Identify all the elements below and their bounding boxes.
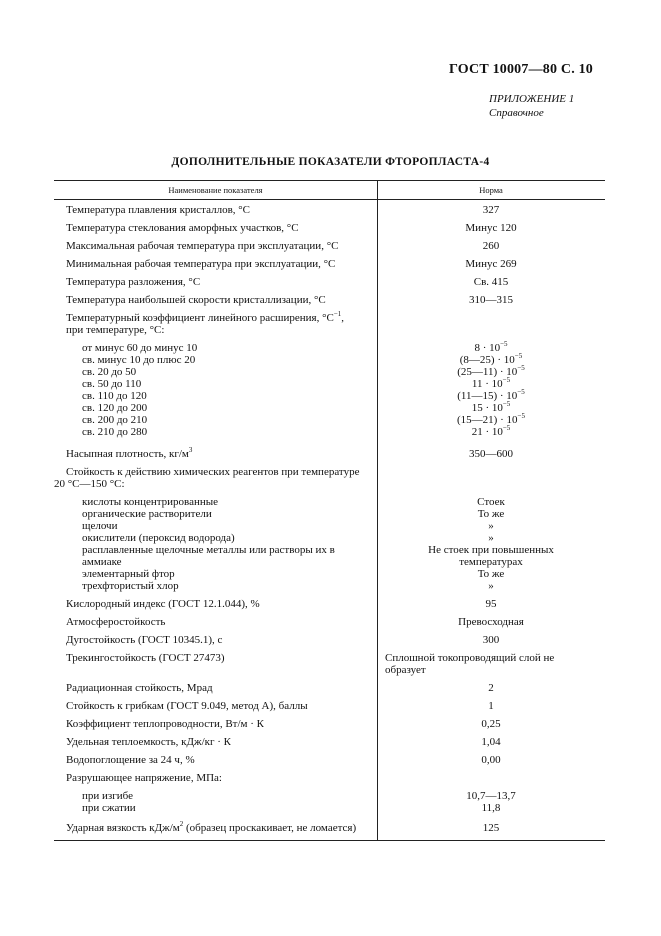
table-header-rule <box>54 199 605 200</box>
appendix-block <box>489 92 574 120</box>
sub-row-value <box>377 402 605 414</box>
row-value: Св. 415 <box>473 276 509 288</box>
sub-row-name: при изгибе <box>82 790 133 802</box>
row-name: Температура плавления кристаллов, °С <box>66 204 251 216</box>
sub-row-name: расплавленные щелочные металлы или растворы их в <box>82 544 335 556</box>
value-mantissa: 21 · 10 <box>471 426 503 438</box>
value-exponent: −5 <box>502 376 511 384</box>
row-value: 2 <box>488 682 494 694</box>
sub-row-name-continuation: аммиаке <box>82 556 122 568</box>
table-top-rule <box>54 180 605 181</box>
row-name: Температура наибольшей скорости кристаллизации, °С <box>66 294 326 306</box>
value-exponent: −5 <box>502 400 511 408</box>
row-value-continuation: образует <box>385 664 426 676</box>
row-name: Кислородный индекс (ГОСТ 12.1.044), % <box>66 598 260 610</box>
row-value: 0,25 <box>481 718 501 730</box>
row-name-part: , <box>341 312 345 324</box>
column-header-value: Норма <box>479 185 503 195</box>
row-name-part: Насыпная плотность, кг/м <box>66 448 189 460</box>
row-name: Атмосферостойкость <box>66 616 166 628</box>
row-value: 350—600 <box>469 448 513 460</box>
sub-row-value: 11,8 <box>481 802 501 814</box>
row-value: 1 <box>488 700 494 712</box>
row-name: Трекингостойкость (ГОСТ 27473) <box>66 652 225 664</box>
row-value: 310—315 <box>469 294 513 306</box>
row-name: Удельная теплоемкость, кДж/кг · К <box>66 736 231 748</box>
sub-row-name: св. 110 до 120 <box>82 390 147 402</box>
sub-row-value: » <box>488 532 494 544</box>
row-value: Сплошной токопроводящий слой не <box>385 652 555 664</box>
value-mantissa: 11 · 10 <box>471 378 503 390</box>
sub-row-value <box>377 390 605 402</box>
appendix-note: Справочное <box>489 107 544 119</box>
value-exponent: −5 <box>500 340 508 348</box>
sub-row-value-continuation: температурах <box>459 556 523 568</box>
sub-row-name: от минус 60 до минус 10 <box>82 342 198 354</box>
value-mantissa: (8—25) · 10 <box>459 354 515 366</box>
value-mantissa: 15 · 10 <box>471 402 503 414</box>
unit-exponent: 2 <box>179 820 184 828</box>
sub-row-value <box>377 414 605 426</box>
sub-row-name: св. минус 10 до плюс 20 <box>82 354 196 366</box>
value-mantissa: (25—11) · 10 <box>457 366 518 378</box>
row-value: 327 <box>482 204 500 216</box>
row-value: Минус 120 <box>465 222 517 234</box>
sub-row-value <box>377 426 605 438</box>
row-name-continuation: при температуре, °С: <box>66 324 165 336</box>
sub-row-name: окислители (пероксид водорода) <box>82 532 235 544</box>
value-exponent: −5 <box>517 364 525 372</box>
appendix-label: ПРИЛОЖЕНИЕ 1 <box>489 93 575 105</box>
value-mantissa: (15—21) · 10 <box>457 414 518 426</box>
row-value: 0,00 <box>481 754 501 766</box>
sub-row-name: св. 50 до 110 <box>82 378 142 390</box>
row-name-part: Температурный коэффициент линейного расширения, °С <box>66 312 334 324</box>
value-exponent: −5 <box>517 412 525 420</box>
table-bottom-rule <box>54 840 605 841</box>
row-value: 95 <box>485 598 497 610</box>
sub-row-value: То же <box>477 508 505 520</box>
row-name <box>66 312 374 324</box>
row-name: Минимальная рабочая температура при эксплуатации, °С <box>66 258 336 270</box>
document-header: ГОСТ 10007—80 С. 10 <box>449 62 593 77</box>
row-name-continuation: 20 °С—150 °С: <box>54 478 125 490</box>
row-name: Разрушающее напряжение, МПа: <box>66 772 222 784</box>
value-exponent: −5 <box>517 388 525 396</box>
sub-row-name: при сжатии <box>82 802 136 814</box>
row-name <box>66 448 374 460</box>
sub-row-name: элементарный фтор <box>82 568 175 580</box>
sub-row-name: св. 120 до 200 <box>82 402 148 414</box>
value-exponent: −5 <box>514 352 523 360</box>
row-name-part: Ударная вязкость кДж/м <box>66 822 180 834</box>
sub-row-value: Стоек <box>477 496 505 508</box>
sub-row-value <box>377 354 605 366</box>
sub-row-value: Не стоек при повышенных <box>428 544 554 556</box>
sub-row-name: св. 200 до 210 <box>82 414 148 426</box>
sub-row-value <box>377 342 605 354</box>
sub-row-value: » <box>488 580 494 592</box>
row-value: 1,04 <box>481 736 501 748</box>
sub-row-value <box>377 366 605 378</box>
sub-row-name: св. 210 до 280 <box>82 426 148 438</box>
row-name: Водопоглощение за 24 ч, % <box>66 754 195 766</box>
row-name: Радиационная стойкость, Мрад <box>66 682 213 694</box>
unit-exponent: 3 <box>188 446 193 454</box>
sub-row-value: 10,7—13,7 <box>466 790 516 802</box>
row-name <box>66 822 374 834</box>
value-exponent: −5 <box>502 424 511 432</box>
page-title: ДОПОЛНИТЕЛЬНЫЕ ПОКАЗАТЕЛИ ФТОРОПЛАСТА-4 <box>171 156 490 168</box>
sub-row-name: щелочи <box>82 520 118 532</box>
row-value: 260 <box>482 240 500 252</box>
row-name: Стойкость к грибкам (ГОСТ 9.049, метод А), баллы <box>66 700 308 712</box>
row-name: Максимальная рабочая температура при эксплуатации, °С <box>66 240 339 252</box>
unit-exponent: −1 <box>333 310 342 318</box>
row-name: Дугостойкость (ГОСТ 10345.1), с <box>66 634 223 646</box>
sub-row-value <box>377 378 605 390</box>
row-value: 125 <box>482 822 500 834</box>
sub-row-name: кислоты концентрированные <box>82 496 219 508</box>
value-mantissa: (11—15) · 10 <box>457 390 518 402</box>
row-value: Минус 269 <box>465 258 517 270</box>
column-header-name: Наименование показателя <box>168 185 263 195</box>
sub-row-name: св. 20 до 50 <box>82 366 137 378</box>
row-name-part: (образец проскакивает, не ломается) <box>183 822 357 834</box>
sub-row-name: органические растворители <box>82 508 212 520</box>
row-name: Стойкость к действию химических реагентов при температуре <box>66 466 360 478</box>
sub-row-value: » <box>488 520 494 532</box>
value-mantissa: 8 · 10 <box>474 342 501 354</box>
row-value: 300 <box>482 634 500 646</box>
row-name: Коэффициент теплопроводности, Вт/м · К <box>66 718 265 730</box>
sub-row-name: трехфтористый хлор <box>82 580 179 592</box>
row-value: Превосходная <box>458 616 524 628</box>
row-name: Температура стеклования аморфных участков, °С <box>66 222 299 234</box>
row-name: Температура разложения, °С <box>66 276 201 288</box>
sub-row-value: То же <box>477 568 505 580</box>
